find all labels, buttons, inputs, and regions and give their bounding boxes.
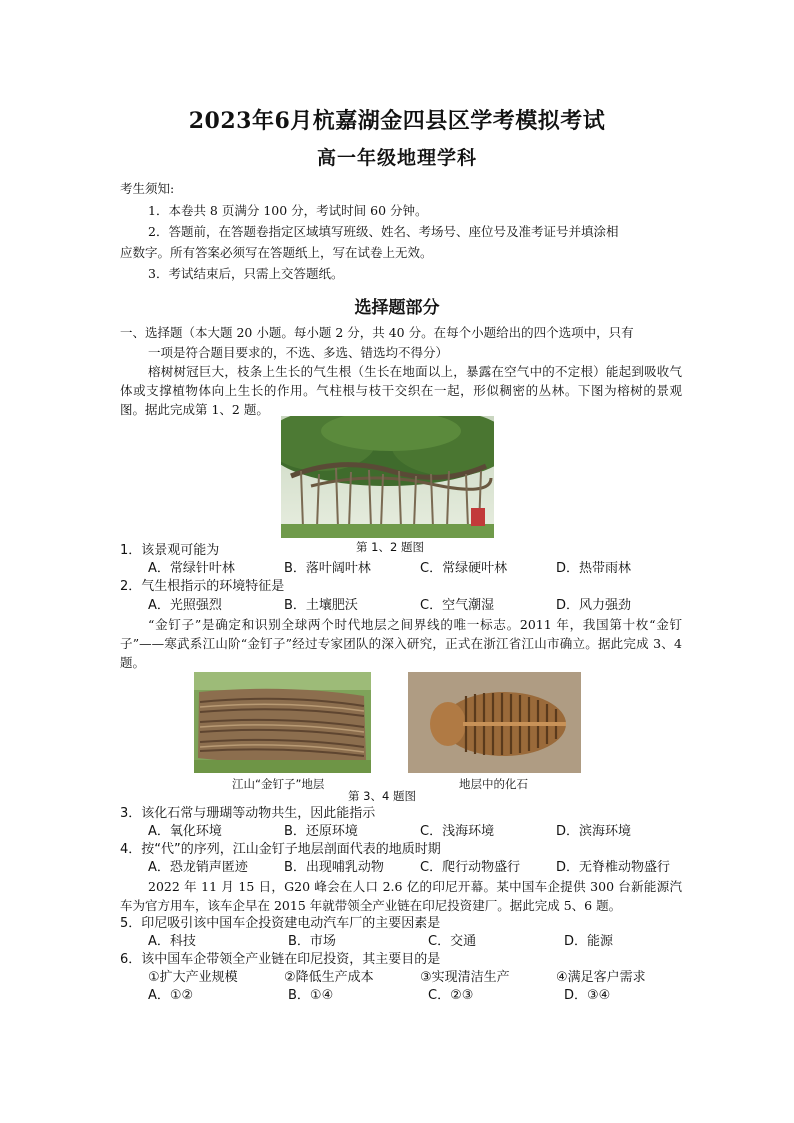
q2-option-d[interactable]: D．风力强劲 bbox=[556, 598, 632, 613]
notice-item-3: 3．考试结束后，只需上交答题纸。 bbox=[148, 266, 344, 281]
notice-item-1: 1．本卷共 8 页满分 100 分，考试时间 60 分钟。 bbox=[148, 203, 428, 218]
q4-option-b[interactable]: B．出现哺乳动物 bbox=[284, 860, 384, 875]
q3-option-d[interactable]: D．滨海环境 bbox=[556, 824, 632, 839]
question-2-stem: 2．气生根指示的环境特征是 bbox=[120, 579, 285, 594]
q5-option-d[interactable]: D．能源 bbox=[564, 934, 614, 949]
q1-option-d[interactable]: D．热带雨林 bbox=[556, 561, 632, 576]
exam-title: 2023年6月杭嘉湖金四县区学考模拟考试 bbox=[188, 108, 606, 134]
instructions-line1: 一、选择题（本大题 20 小题。每小题 2 分，共 40 分。在每个小题给出的四个选项中，只有 bbox=[120, 325, 634, 340]
notice-heading: 考生须知: bbox=[120, 181, 175, 196]
q4-option-d[interactable]: D．无脊椎动物盛行 bbox=[556, 860, 671, 875]
question-4-options bbox=[148, 860, 688, 876]
question-6-stem: 6．该中国车企带领全产业链在印尼投资，其主要目的是 bbox=[120, 952, 441, 967]
q6-statement-2: ②降低生产成本 bbox=[284, 970, 374, 985]
figure-2-right-caption: 地层中的化石 bbox=[459, 777, 528, 791]
q4-option-c[interactable]: C．爬行动物盛行 bbox=[420, 860, 521, 875]
notice-item-2: 2．答题前，在答题卷指定区域填写班级、姓名、考场号、座位号及准考证号并填涂相 bbox=[148, 224, 619, 239]
q3-option-b[interactable]: B．还原环境 bbox=[284, 824, 358, 839]
question-5-stem: 5．印尼吸引该中国车企投资建电动汽车厂的主要因素是 bbox=[120, 916, 441, 931]
question-4-stem: 4．按“代”的序列，江山金钉子地层剖面代表的地质时期 bbox=[120, 842, 441, 857]
q5-option-c[interactable]: C．交通 bbox=[428, 934, 477, 949]
q1-option-a[interactable]: A．常绿针叶林 bbox=[148, 561, 235, 576]
question-5-options bbox=[148, 934, 688, 950]
q3-option-a[interactable]: A．氧化环境 bbox=[148, 824, 222, 839]
strata-photo bbox=[194, 672, 371, 773]
question-1-options bbox=[148, 561, 688, 577]
q6-option-b[interactable]: B．①④ bbox=[288, 988, 334, 1003]
q3-option-c[interactable]: C．浅海环境 bbox=[420, 824, 495, 839]
q2-option-b[interactable]: B．土壤肥沃 bbox=[284, 598, 358, 613]
banyan-tree-photo bbox=[281, 416, 494, 538]
figure-2-caption: 第 3、4 题图 bbox=[348, 789, 416, 803]
passage-1: 榕树树冠巨大，枝条上生长的气生根（生长在地面以上，暴露在空气中的不定根）能起到吸收气体或支撑植物体向上生长的作用。气柱根与枝干交织在一起，形似稠密的丛林。下图为榕树的景观图。据此完成第 1、2 题。 bbox=[120, 364, 682, 417]
question-3-stem: 3．该化石常与珊瑚等动物共生，因此能指示 bbox=[120, 806, 376, 821]
q5-option-b[interactable]: B．市场 bbox=[288, 934, 336, 949]
q4-option-a[interactable]: A．恐龙销声匿迹 bbox=[148, 860, 248, 875]
q2-option-c[interactable]: C．空气潮湿 bbox=[420, 598, 495, 613]
q6-option-a[interactable]: A．①② bbox=[148, 988, 194, 1003]
passage-2: “金钉子”是确定和识别全球两个时代地层之间界线的唯一标志。2011 年，我国第十枚“金钉子”——寒武系江山阶“金钉子”经过专家团队的深入研究，正式在浙江省江山市确立。据此完成 3、4 题。 bbox=[120, 617, 682, 670]
q6-statement-4: ④满足客户需求 bbox=[556, 970, 646, 985]
question-3-options bbox=[148, 824, 688, 840]
figure-2-left-caption: 江山“金钉子”地层 bbox=[232, 777, 325, 791]
q6-option-c[interactable]: C．②③ bbox=[428, 988, 474, 1003]
q6-statement-1: ①扩大产业规模 bbox=[148, 970, 238, 985]
q6-statement-3: ③实现清洁生产 bbox=[420, 970, 510, 985]
exam-subtitle: 高一年级地理学科 bbox=[316, 147, 477, 169]
section-title: 选择题部分 bbox=[354, 298, 440, 318]
notice-item-2-cont: 应数字。所有答案必须写在答题纸上，写在试卷上无效。 bbox=[120, 245, 433, 260]
q1-option-c[interactable]: C．常绿硬叶林 bbox=[420, 561, 508, 576]
figure-1-caption: 第 1、2 题图 bbox=[356, 540, 424, 554]
q1-option-b[interactable]: B．落叶阔叶林 bbox=[284, 561, 371, 576]
question-1-stem: 1．该景观可能为 bbox=[120, 543, 220, 558]
q5-option-a[interactable]: A．科技 bbox=[148, 934, 196, 949]
trilobite-fossil-photo bbox=[408, 672, 581, 773]
question-6-statements bbox=[148, 970, 688, 986]
question-6-options bbox=[148, 988, 688, 1004]
question-2-options bbox=[148, 598, 688, 614]
passage-3: 2022 年 11 月 15 日，G20 峰会在人口 2.6 亿的印尼开幕。某中国车企提供 300 台新能源汽车为官方用车，该车企早在 2015 年就带领全产业链在印尼投资建厂。据此完成 5、6 题。 bbox=[120, 879, 682, 913]
q6-option-d[interactable]: D．③④ bbox=[564, 988, 611, 1003]
instructions-line2: 一项是符合题目要求的，不选、多选、错选均不得分） bbox=[148, 345, 449, 360]
q2-option-a[interactable]: A．光照强烈 bbox=[148, 598, 222, 613]
